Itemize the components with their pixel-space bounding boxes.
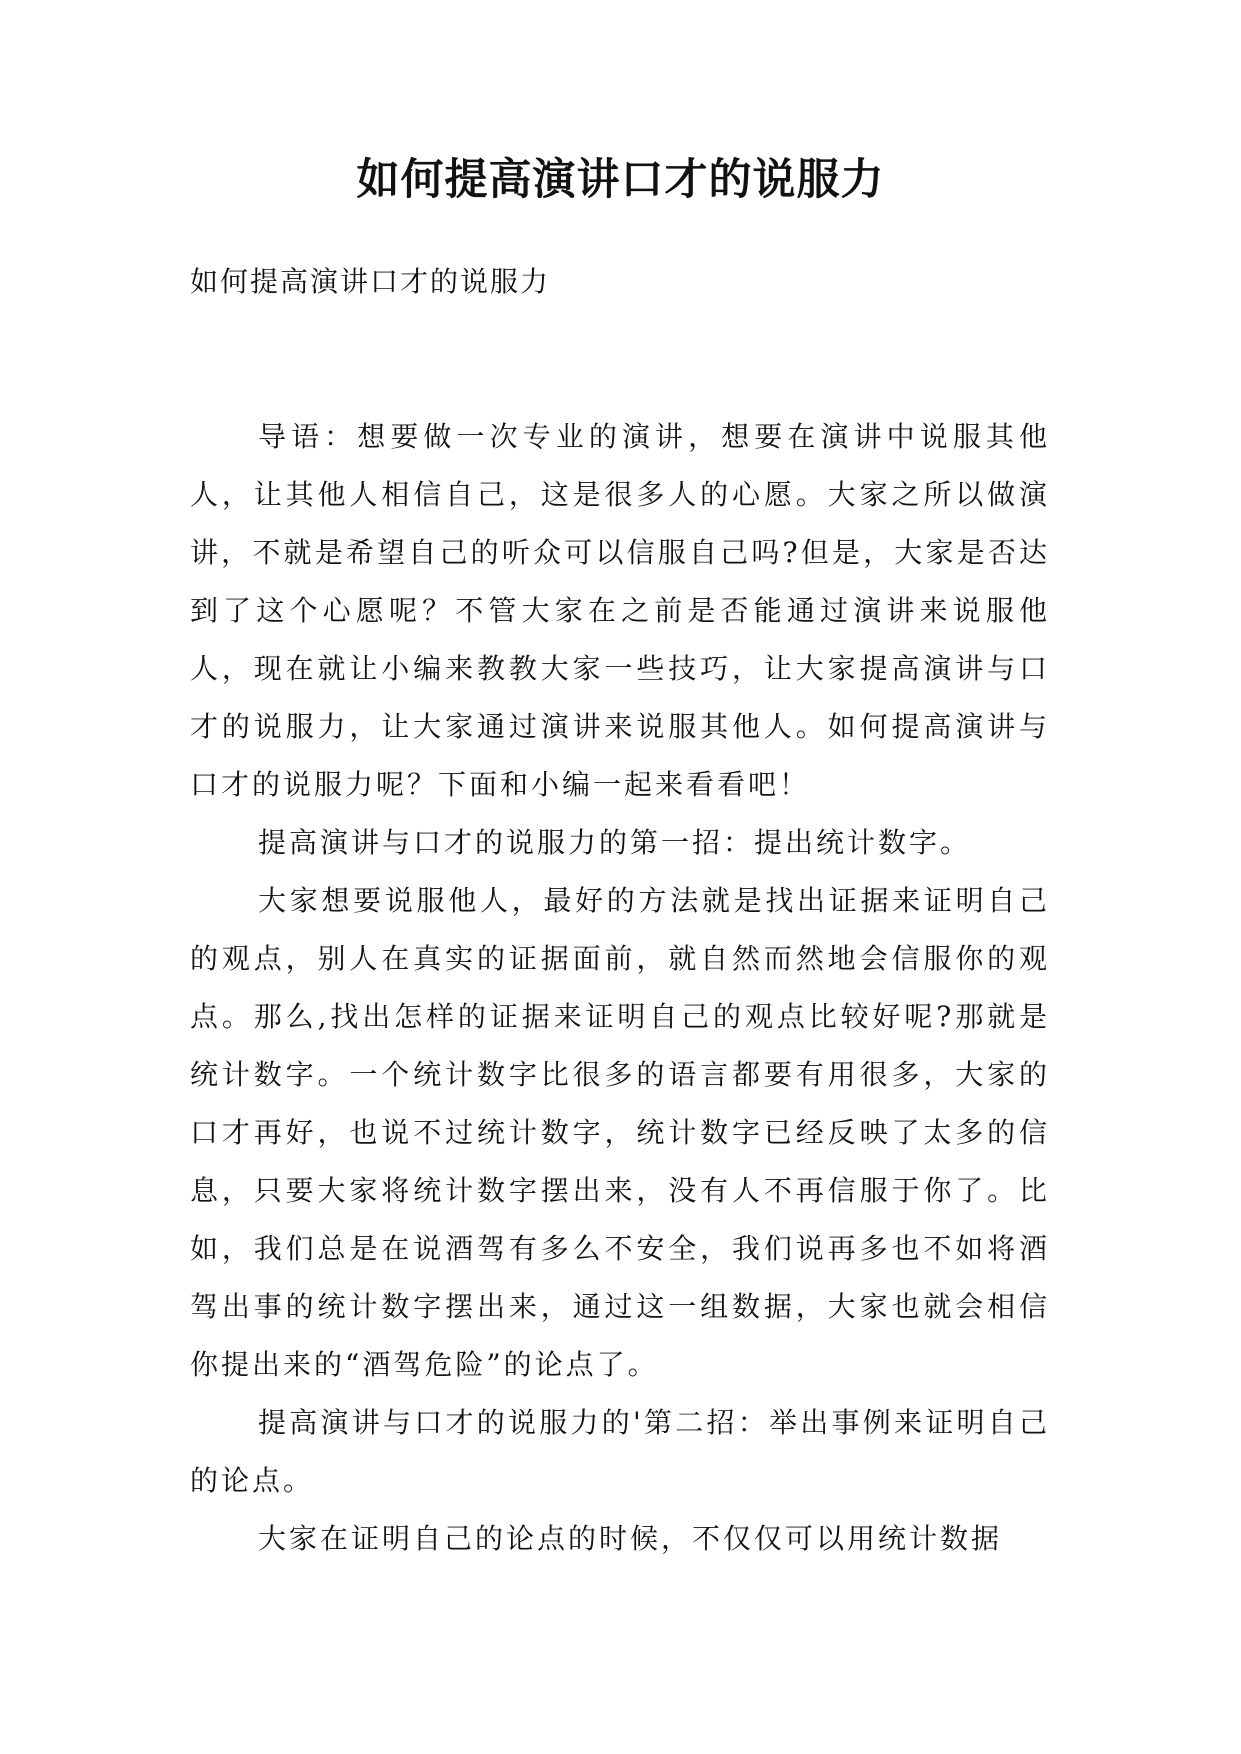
- document-subtitle: 如何提高演讲口才的说服力: [190, 265, 551, 298]
- document-title: 如何提高演讲口才的说服力: [356, 155, 885, 205]
- paragraph-tip-two-heading: 提高演讲与口才的说服力的'第二招：举出事例来证明自己的论点。: [190, 1406, 1050, 1497]
- paragraph-intro: 导语：想要做一次专业的演讲，想要在演讲中说服其他人，让其他人相信自己，这是很多人的心愿。大家之所以做演讲，不就是希望自己的听众可以信服自己吗?但是，大家是否达到了这个心愿呢？不管大家在之前是否能通过演讲来说服他人，现在就让小编来教教大家一些技巧，让大家提高演讲与口才的说服力，让大家通过演讲来说服其他人。如何提高演讲与口才的说服力呢？下面和小编一起来看看吧！: [190, 420, 1050, 801]
- paragraph-tip-one-body: 大家想要说服他人，最好的方法就是找出证据来证明自己的观点，别人在真实的证据面前，就自然而然地会信服你的观点。那么,找出怎样的证据来证明自己的观点比较好呢?那就是统计数字。一个统计数字比很多的语言都要有用很多，大家的口才再好，也说不过统计数字，统计数字已经反映了太多的信息，只要大家将统计数字摆出来，没有人不再信服于你了。比如，我们总是在说酒驾有多么不安全，我们说再多也不如将酒驾出事的统计数字摆出来，通过这一组数据，大家也就会相信你提出来的“酒驾危险”的论点了。: [190, 884, 1050, 1381]
- paragraph-tip-two-body: 大家在证明自己的论点的时候，不仅仅可以用统计数据: [258, 1522, 1003, 1555]
- paragraph-tip-one-heading: 提高演讲与口才的说服力的第一招：提出统计数字。: [258, 826, 972, 859]
- document-body: [190, 408, 1050, 1568]
